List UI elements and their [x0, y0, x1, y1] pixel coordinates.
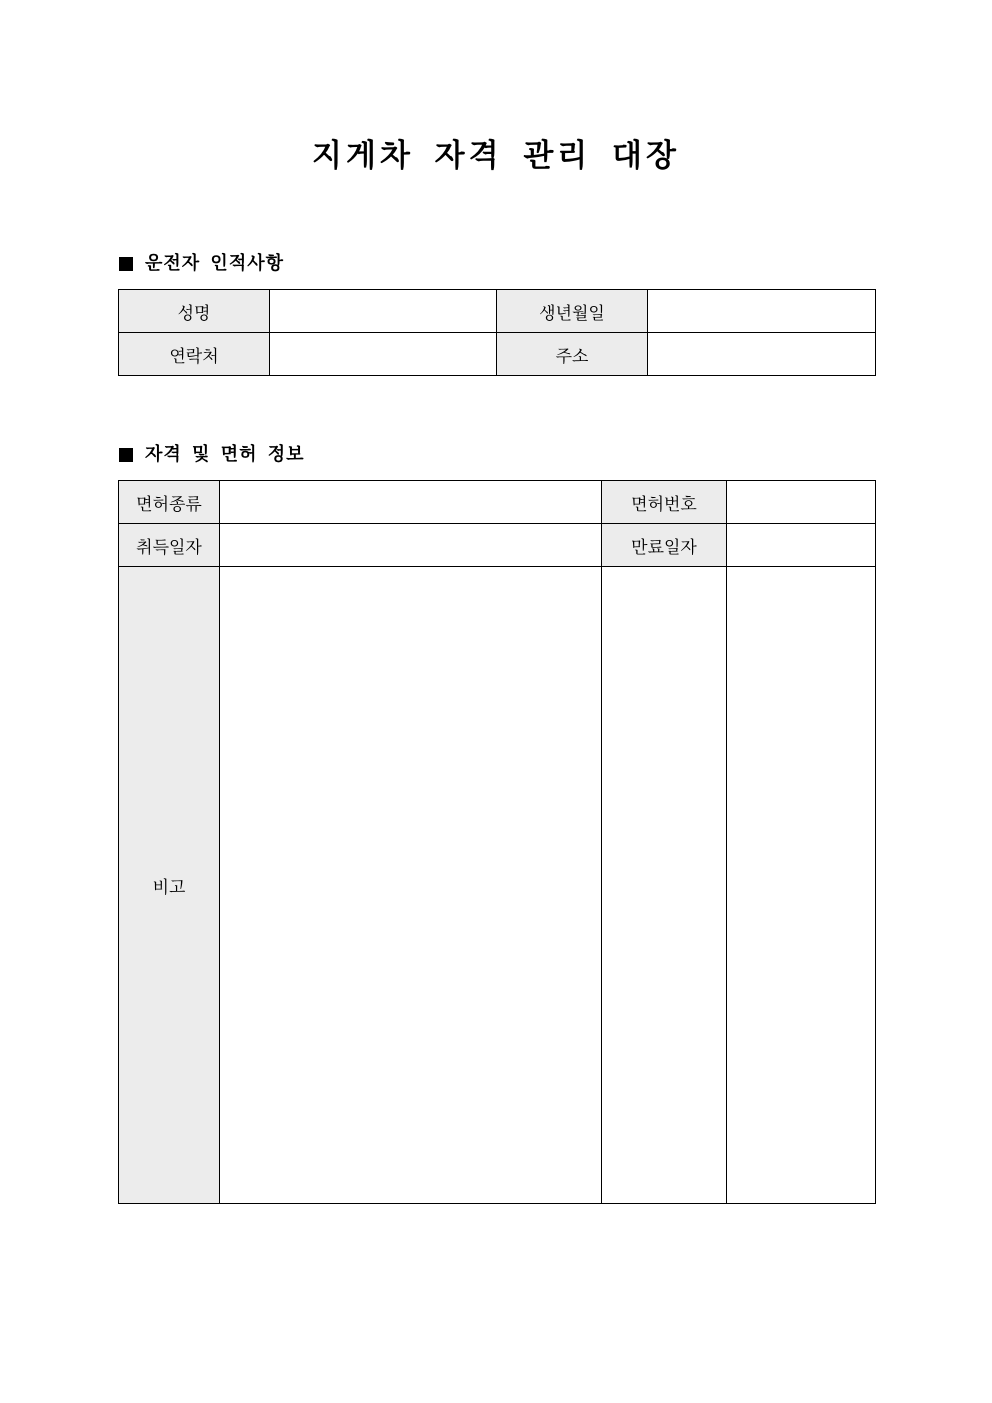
remarks-label: 비고 [119, 567, 220, 1204]
license-number-label: 면허번호 [602, 481, 727, 524]
name-label: 성명 [119, 290, 270, 333]
remarks-extra-cell[interactable] [602, 567, 727, 1204]
contact-field[interactable] [270, 333, 497, 376]
table-row [119, 290, 876, 333]
expiration-date-field[interactable] [727, 524, 876, 567]
section-heading-personal [119, 252, 284, 276]
birthdate-field[interactable] [648, 290, 876, 333]
document-title: 지게차 자격 관리 대장 [312, 138, 680, 174]
square-bullet-icon [119, 448, 133, 462]
acquisition-date-label: 취득일자 [119, 524, 220, 567]
license-number-field[interactable] [727, 481, 876, 524]
square-bullet-icon [119, 257, 133, 271]
remarks-field[interactable] [220, 567, 602, 1204]
table-row [119, 333, 876, 376]
birthdate-label: 생년월일 [497, 290, 648, 333]
license-info-table [118, 480, 876, 1204]
section-heading-license-text: 자격 및 면허 정보 [145, 444, 305, 465]
address-field[interactable] [648, 333, 876, 376]
section-heading-personal-text: 운전자 인적사항 [145, 253, 284, 274]
license-type-label: 면허종류 [119, 481, 220, 524]
acquisition-date-field[interactable] [220, 524, 602, 567]
table-row [119, 524, 876, 567]
address-label: 주소 [497, 333, 648, 376]
personal-info-table [118, 289, 876, 376]
expiration-date-label: 만료일자 [602, 524, 727, 567]
name-field[interactable] [270, 290, 497, 333]
section-heading-license [119, 443, 305, 467]
contact-label: 연락처 [119, 333, 270, 376]
table-row [119, 481, 876, 524]
table-row [119, 567, 876, 1204]
license-type-field[interactable] [220, 481, 602, 524]
remarks-extra-cell[interactable] [727, 567, 876, 1204]
